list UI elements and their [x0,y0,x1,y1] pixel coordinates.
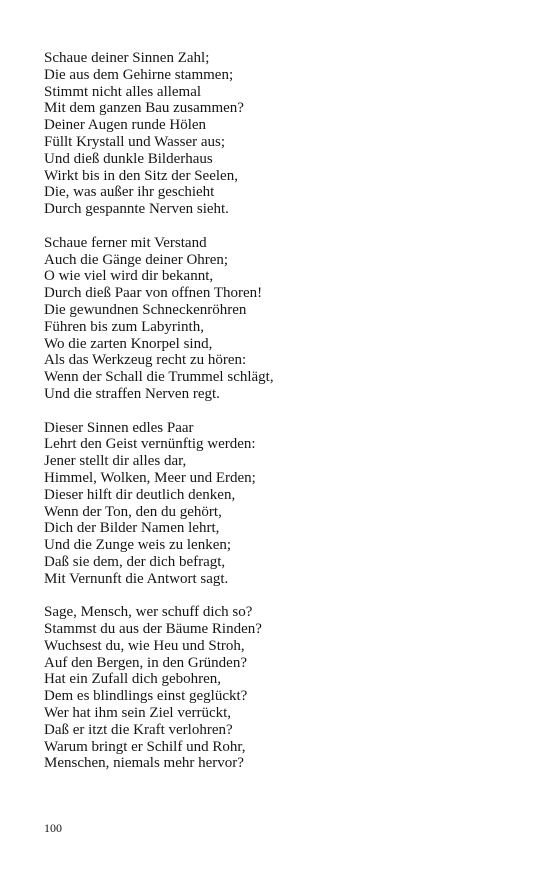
poem-line: Auch die Gänge deiner Ohren; [44,251,229,268]
poem-line: Wirkt bis in den Sitz der Seelen, [44,167,238,184]
poem-line: Dieser hilft dir deutlich denken, [44,486,236,503]
poem-line: Die gewundnen Schneckenröhren [44,301,247,318]
stanza-3 [44,420,514,588]
poem-line: Füllt Krystall und Wasser aus; [44,133,226,150]
page-number: 100 [44,821,62,835]
poem-line: Die aus dem Gehirne stammen; [44,66,234,83]
poem-line: Schaue deiner Sinnen Zahl; [44,50,210,66]
poem-line: Wo die zarten Knorpel sind, [44,335,213,352]
stanza-1 [44,50,514,218]
poem-line: Mit Vernunft die Antwort sagt. [44,570,229,587]
poem-line: Durch dieß Paar von offnen Thoren! [44,285,263,302]
poem-line: Daß sie dem, der dich befragt, [44,553,226,570]
poem-line: Lehrt den Geist vernünftig werden: [44,436,256,453]
poem-line: Hat ein Zufall dich gebohren, [44,671,222,688]
stanza-2 [44,235,514,403]
poem-line: Deiner Augen runde Hölen [44,117,207,134]
poem-line: Stammst du aus der Bäume Rinden? [44,621,262,638]
poem-line: Dem es blindlings einst geglückt? [44,688,248,705]
poem-line: Daß er itzt die Kraft verlohren? [44,721,233,738]
poem-line: Sage, Mensch, wer schuff dich so? [44,604,253,621]
poem-text [44,50,514,789]
poem-line: Warum bringt er Schilf und Rohr, [44,738,246,755]
poem-line: Mit dem ganzen Bau zusammen? [44,100,244,117]
poem-line: Menschen, niemals mehr hervor? [44,755,244,772]
poem-line: Durch gespannte Nerven sieht. [44,201,229,218]
poem-line: Schaue ferner mit Verstand [44,234,207,251]
poem-line: Die, was außer ihr geschieht [44,184,215,201]
poem-line: Und die Zunge weis zu lenken; [44,537,232,554]
poem-line: Auf den Bergen, in den Gründen? [44,654,247,671]
poem-line: Himmel, Wolken, Meer und Erden; [44,469,256,486]
poem-line: Dich der Bilder Namen lehrt, [44,520,220,537]
poem-line: Führen bis zum Labyrinth, [44,318,204,335]
poem-line: Und dieß dunkle Bilderhaus [44,150,213,167]
poem-line: Als das Werkzeug recht zu hören: [44,352,247,369]
poem-line: Wenn der Schall die Trummel schlägt, [44,369,274,386]
poem-line: Und die straffen Nerven regt. [44,385,220,402]
poem-line: O wie viel wird dir bekannt, [44,268,214,285]
poem-line: Wuchsest du, wie Heu und Stroh, [44,637,245,654]
poem-line: Stimmt nicht alles allemal [44,83,202,100]
poem-line: Wer hat ihm sein Ziel verrückt, [44,705,232,722]
poem-line: Dieser Sinnen edles Paar [44,419,194,436]
poem-line: Jener stellt dir alles dar, [44,453,187,470]
stanza-4 [44,604,514,772]
poem-line: Wenn der Ton, den du gehört, [44,503,222,520]
